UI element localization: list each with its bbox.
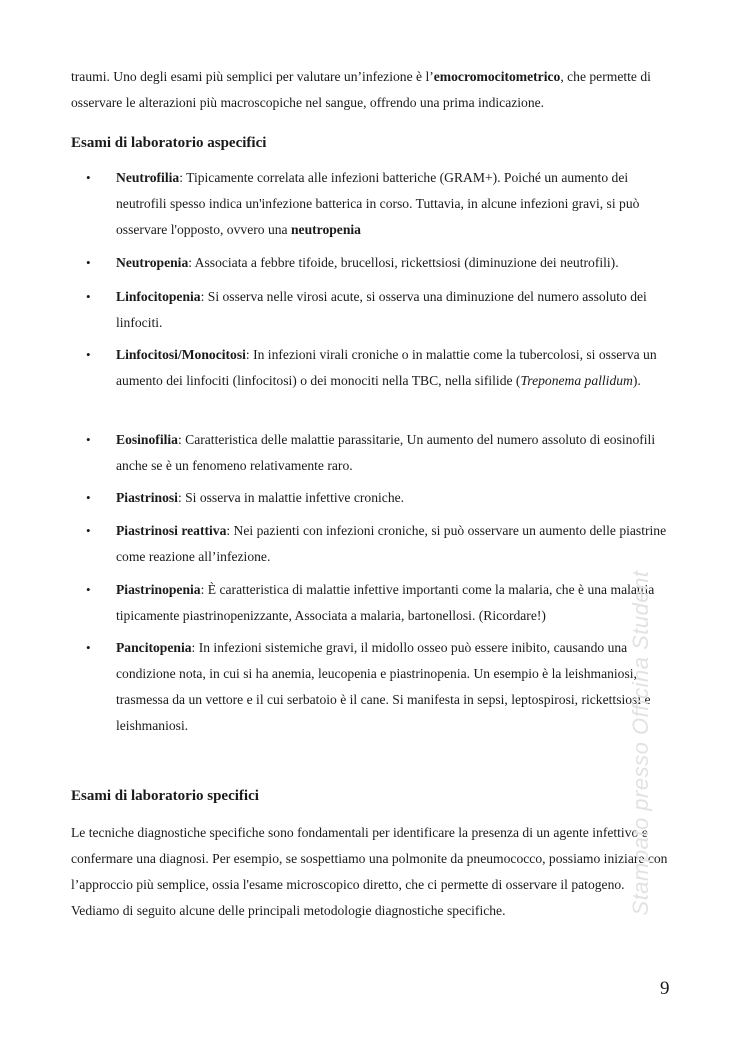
item-term: Linfocitosi/Monocitosi — [116, 347, 246, 362]
item-term: Neutropenia — [116, 255, 189, 270]
watermark: Stampato presso Officina Student — [628, 570, 653, 916]
page-number: 9 — [660, 978, 670, 999]
bullet-icon: • — [86, 289, 91, 304]
bullet-icon: • — [86, 523, 91, 538]
section-title-specifici: Esami di laboratorio specifici — [71, 788, 259, 804]
item-text: : Nei pazienti con infezioni croniche, si può osservare un aumento delle piastrine come reazione all’infezione. — [116, 523, 667, 564]
item-text: : È caratteristica di malattie infettive importanti come la malaria, che è una malattia tipicamente piastrinopenizzante, Associata a malaria, bartonellosi. (Ricordare!) — [116, 582, 655, 623]
item-extra-bold: neutropenia — [290, 222, 361, 237]
item-text: : In infezioni virali croniche o in malattie come la tubercolosi, si osserva un aumento dei linfociti (linfocitosi) o dei monociti nella TBC, nella sifilide ( — [116, 347, 657, 388]
intro-text-1: traumi. Uno degli esami più semplici per valutare un’infezione è l’ — [71, 69, 434, 84]
item-term: Linfocitopenia — [116, 289, 201, 304]
list-item — [86, 427, 672, 479]
item-term: Piastrinosi — [116, 490, 178, 505]
bullet-icon: • — [86, 347, 91, 362]
section-title-aspecifici: Esami di laboratorio aspecifici — [71, 135, 267, 151]
list-item — [86, 518, 672, 570]
item-text: : Tipicamente correlata alle infezioni batteriche (GRAM+). Poiché un aumento dei neutrofili spesso indica un'infezione batterica in corso. Tuttavia, in alcune infezioni gravi, si può osservare l'opposto, ovvero una — [116, 170, 640, 237]
item-term: Piastrinosi reattiva — [116, 523, 227, 538]
bullet-icon: • — [86, 490, 91, 505]
list-item — [86, 635, 672, 739]
bullet-icon: • — [86, 582, 91, 597]
item-text: : In infezioni sistemiche gravi, il midollo osseo può essere inibito, causando una condizione nota, in cui si ha anemia, leucopenia e piastrinopenia. Un esempio è la leishmaniosi, trasmessa da un vettore e il cui serbatoio è il cane. Si manifesta in sepsi, leptospirosi, rickettsiosi e leishmaniosi. — [116, 640, 651, 733]
list-item — [86, 577, 672, 629]
intro-text-2: , che permette di osservare le alterazioni più macroscopiche nel sangue, offrendo una prima indicazione. — [71, 69, 651, 110]
list-item — [86, 284, 672, 336]
item-term: Neutrofilia — [116, 170, 180, 185]
item-text: : Si osserva nelle virosi acute, si osserva una diminuzione del numero assoluto dei linfociti. — [116, 289, 647, 330]
bullet-icon: • — [86, 432, 91, 447]
item-text: : Si osserva in malattie infettive croniche. — [177, 490, 405, 505]
intro-bold-term: emocromocitometrico — [433, 69, 561, 84]
bullet-icon: • — [86, 640, 91, 655]
intro-paragraph — [71, 64, 671, 116]
bullet-icon: • — [86, 255, 91, 270]
item-text-after: ). — [632, 373, 641, 388]
item-text: : Associata a febbre tifoide, brucellosi, rickettsiosi (diminuzione dei neutrofili). — [188, 255, 619, 270]
list-item — [86, 485, 672, 511]
list-item — [86, 165, 672, 243]
section2-paragraph: Le tecniche diagnostiche specifiche sono fondamentali per identificare la presenza di un agente infettivo e confermare una diagnosi. Per esempio, se sospettiamo una polmonite da pneumococco, possiamo iniziare con l’approccio più semplice, ossia l'esame microscopico diretto, che ci permette di osservare il patogeno. Vediamo di seguito alcune delle principali metodologie diagnostiche specifiche. — [71, 825, 668, 918]
bullet-icon: • — [86, 170, 91, 185]
item-term: Piastrinopenia — [116, 582, 201, 597]
item-italic: Treponema pallidum — [520, 373, 633, 388]
list-item — [86, 250, 672, 276]
item-term: Pancitopenia — [116, 640, 192, 655]
list-item — [86, 342, 672, 394]
item-text: : Caratteristica delle malattie parassitarie, Un aumento del numero assoluto di eosinofili anche se è un fenomeno relativamente raro. — [116, 432, 656, 473]
item-term: Eosinofilia — [116, 432, 178, 447]
